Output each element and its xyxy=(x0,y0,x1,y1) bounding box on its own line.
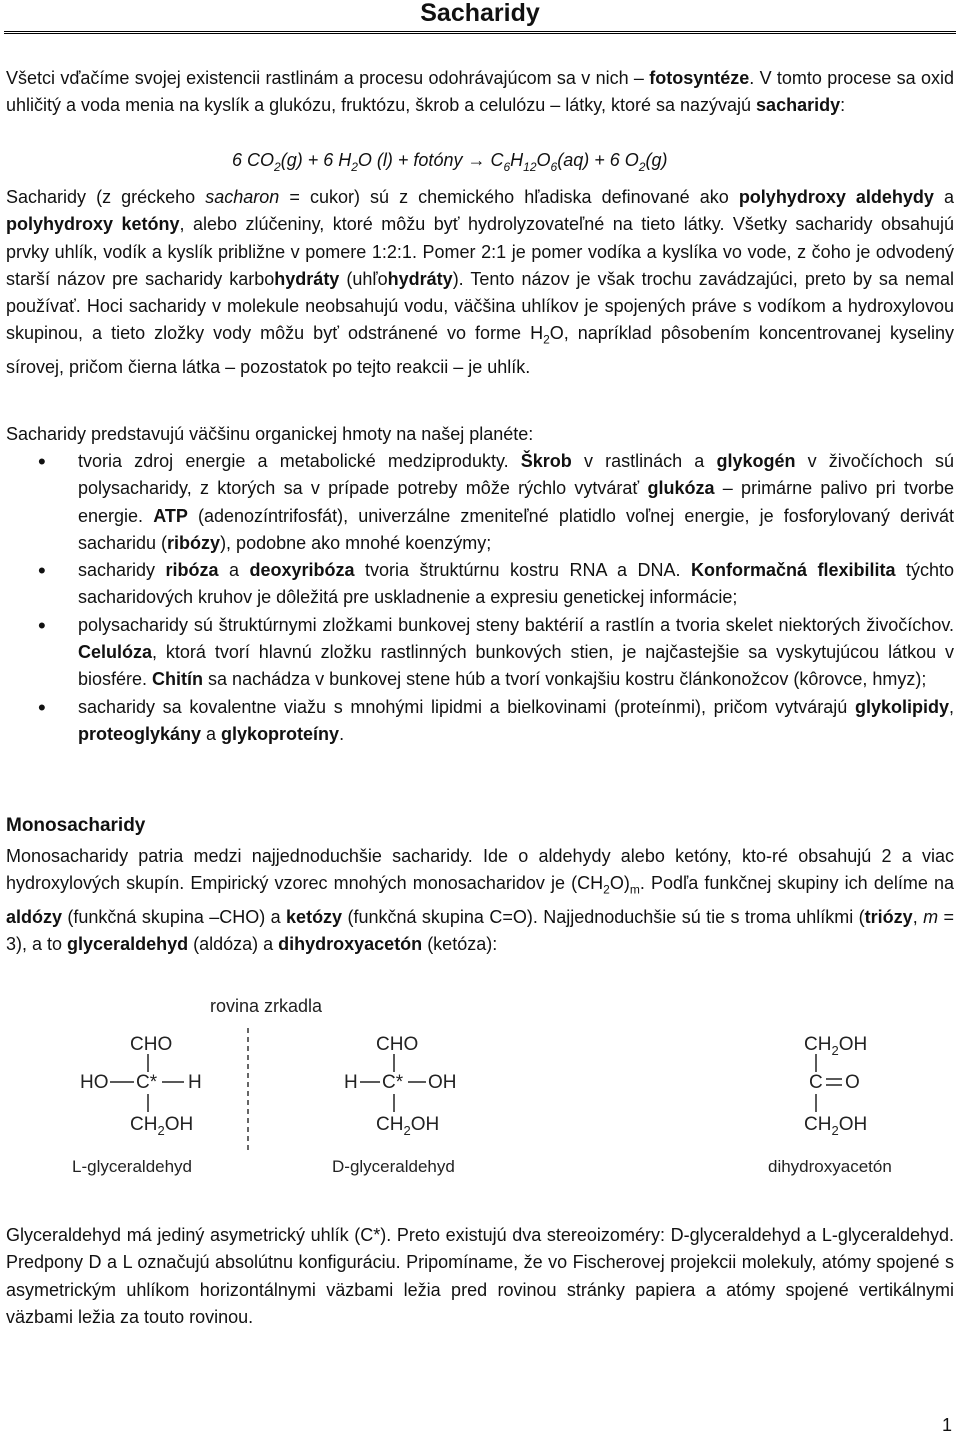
dha-top-group: $CH_2OH$ xyxy=(804,1034,868,1058)
list-item: • sacharidy ribóza a deoxyribóza tvoria štruktúrnu kostru RNA a DNA. Konformačná flexibilita týchto sacharidových kruhov je dôležitá pre uskladnenie a expresiu genetickej informácie; xyxy=(0,557,960,612)
l-glyceraldehyd-structure xyxy=(72,1034,202,1176)
dha-bottom-group: $CH_2OH$ xyxy=(804,1114,868,1138)
l-chiral-carbon: C* xyxy=(136,1072,158,1093)
l-caption: L-glyceraldehyd xyxy=(72,1157,193,1176)
d-caption: D-glyceraldehyd xyxy=(332,1157,455,1176)
d-chiral-carbon: C* xyxy=(382,1072,404,1093)
l-right-group: H xyxy=(188,1072,202,1093)
dha-caption: dihydroxyacetón xyxy=(768,1157,892,1176)
dihydroxyaceton-structure xyxy=(768,1034,892,1176)
l-top-group: CHO xyxy=(130,1034,173,1055)
list-item: • sacharidy sa kovalentne viažu s mnohými lipidmi a bielkovinami (proteínmi), pričom vytvárajú glykolipidy, proteoglykány a glykoproteíny. xyxy=(0,694,960,749)
d-glyceraldehyd-structure xyxy=(332,1034,457,1176)
page-number: 1 xyxy=(941,1415,952,1435)
l-bottom-group: $CH_2OH$ xyxy=(130,1114,194,1138)
d-bottom-group: $CH_2OH$ xyxy=(376,1114,440,1138)
overview-sentence: Sacharidy predstavujú väčšinu organickej hmoty na našej planéte: xyxy=(6,424,534,444)
d-top-group: CHO xyxy=(376,1034,419,1055)
final-paragraph: Glyceraldehyd má jediný asymetrický uhlík (C*). Preto existujú dva stereoizoméry: D-glyceraldehyd a L-glyceraldehyd. Predpony D a L označujú absolútnu konfiguráciu. Pripomíname, že vo Fischerovej projekcii molekuly, atómy spojené s asymetrickým uhlíkom horizontálnymi väzbami ležia pred rovinou stránky papiera a atómy spojené vertikálnymi väzbami ležia za touto rovinou. xyxy=(6,1225,954,1327)
mirror-plane-label: rovina zrkadla xyxy=(210,996,323,1016)
list-item: • tvoria zdroj energie a metabolické medziprodukty. Škrob v rastlinách a glykogén v živočíchoch sú polysacharidy, z ktorých sa v prípade potreby môže rýchlo vytvárať glukóza – primárne palivo pri tvorbe energie. ATP (adenozíntrifosfát), univerzálne zmeniteľné platidlo voľnej energie, je fosforylovaný derivát sacharidu (ribózy), podobne ako mnohé koenzýmy; xyxy=(0,448,960,557)
title-underline xyxy=(4,31,956,34)
d-left-group: H xyxy=(344,1072,358,1093)
bullet-list xyxy=(0,448,960,748)
list-item: • polysacharidy sú štruktúrnymi zložkami bunkovej steny baktérií a rastlín a tvoria skelet niektorých živočíchov. Celulóza, ktorá tvorí hlavnú zložku rastlinných bunkových stien, je najčastejšie sa vyskytujúcou látkou v biosfére. Chitín sa nachádza v bunkovej stene húb a tvorí vonkajšiu kostru článkonožcov (kôrovce, hmyz); xyxy=(0,612,960,694)
photosynthesis-equation: 6 $CO_2(g) + 6$ $H_2O$ (l) + fotóny → $C_6H_{12}O_6(aq) + 6$ $O_2(g)$ xyxy=(232,150,668,174)
d-right-group: OH xyxy=(428,1072,457,1093)
dha-carbonyl-carbon: C xyxy=(809,1072,823,1093)
intro-paragraph: Všetci vďačíme svojej existencii rastlinám a procesu odohrávajúcom sa v nich – fotosyntéze. V tomto procese sa oxid uhličitý a voda menia na kyslík a glukózu, fruktózu, škrob a celulózu – látky, ktoré sa nazývajú sacharidy: xyxy=(6,68,954,116)
l-left-group: HO xyxy=(80,1072,109,1093)
page-title: Sacharidy xyxy=(420,0,540,27)
definition-paragraph: Sacharidy (z gréckeho sacharon = cukor) sú z chemického hľadiska definované ako polyhydroxy aldehydy a polyhydroxy ketóny, alebo zlúčeniny, ktoré môžu byť hydrolyzovateľné na tieto látky. Všetky sacharidy obsahujú prvky uhlík, vodík a kyslík približne v pomere 1:2:1. Pomer 2:1 je pomer vodíka a kyslíka vo vode, z čoho je odvodený starší názov pre sacharidy karbohydráty (uhľohydráty). Tento názov je však trochu zavádzajúci, preto by sa nemal používať. Hoci sacharidy v molekule neobsahujú vodu, väčšina uhlíkov je spojených práve s vodíkom a hydroxylovou skupinou, a tieto zložky vody môžu byť odstránené vo forme $H_2O$, napríklad pôsobením koncentrovanej kyseliny sírovej, pričom čierna látka – pozostatok po tejto reakcii – je uhlík. xyxy=(6,187,955,378)
monosacharidy-paragraph: Monosacharidy patria medzi najjednoduchšie sacharidy. Ide o aldehydy alebo ketóny, kto-ré obsahujú 2 a viac hydroxylových skupín. Empirický vzorec mnohých monosacharidov je $(CH_2O)_m$. Podľa funkčnej skupiny ich delíme na aldózy (funkčná skupina –CHO) a ketózy (funkčná skupina C=O). Najjednoduchšie sú tie s troma uhlíkmi (triózy, m = 3), a to glyceraldehyd (aldóza) a dihydroxyacetón (ketóza): xyxy=(6,846,955,955)
section-heading-monosacharidy: Monosacharidy xyxy=(6,815,146,836)
dha-oxygen: O xyxy=(845,1072,860,1093)
glyceraldehyde-figure xyxy=(0,990,960,1190)
